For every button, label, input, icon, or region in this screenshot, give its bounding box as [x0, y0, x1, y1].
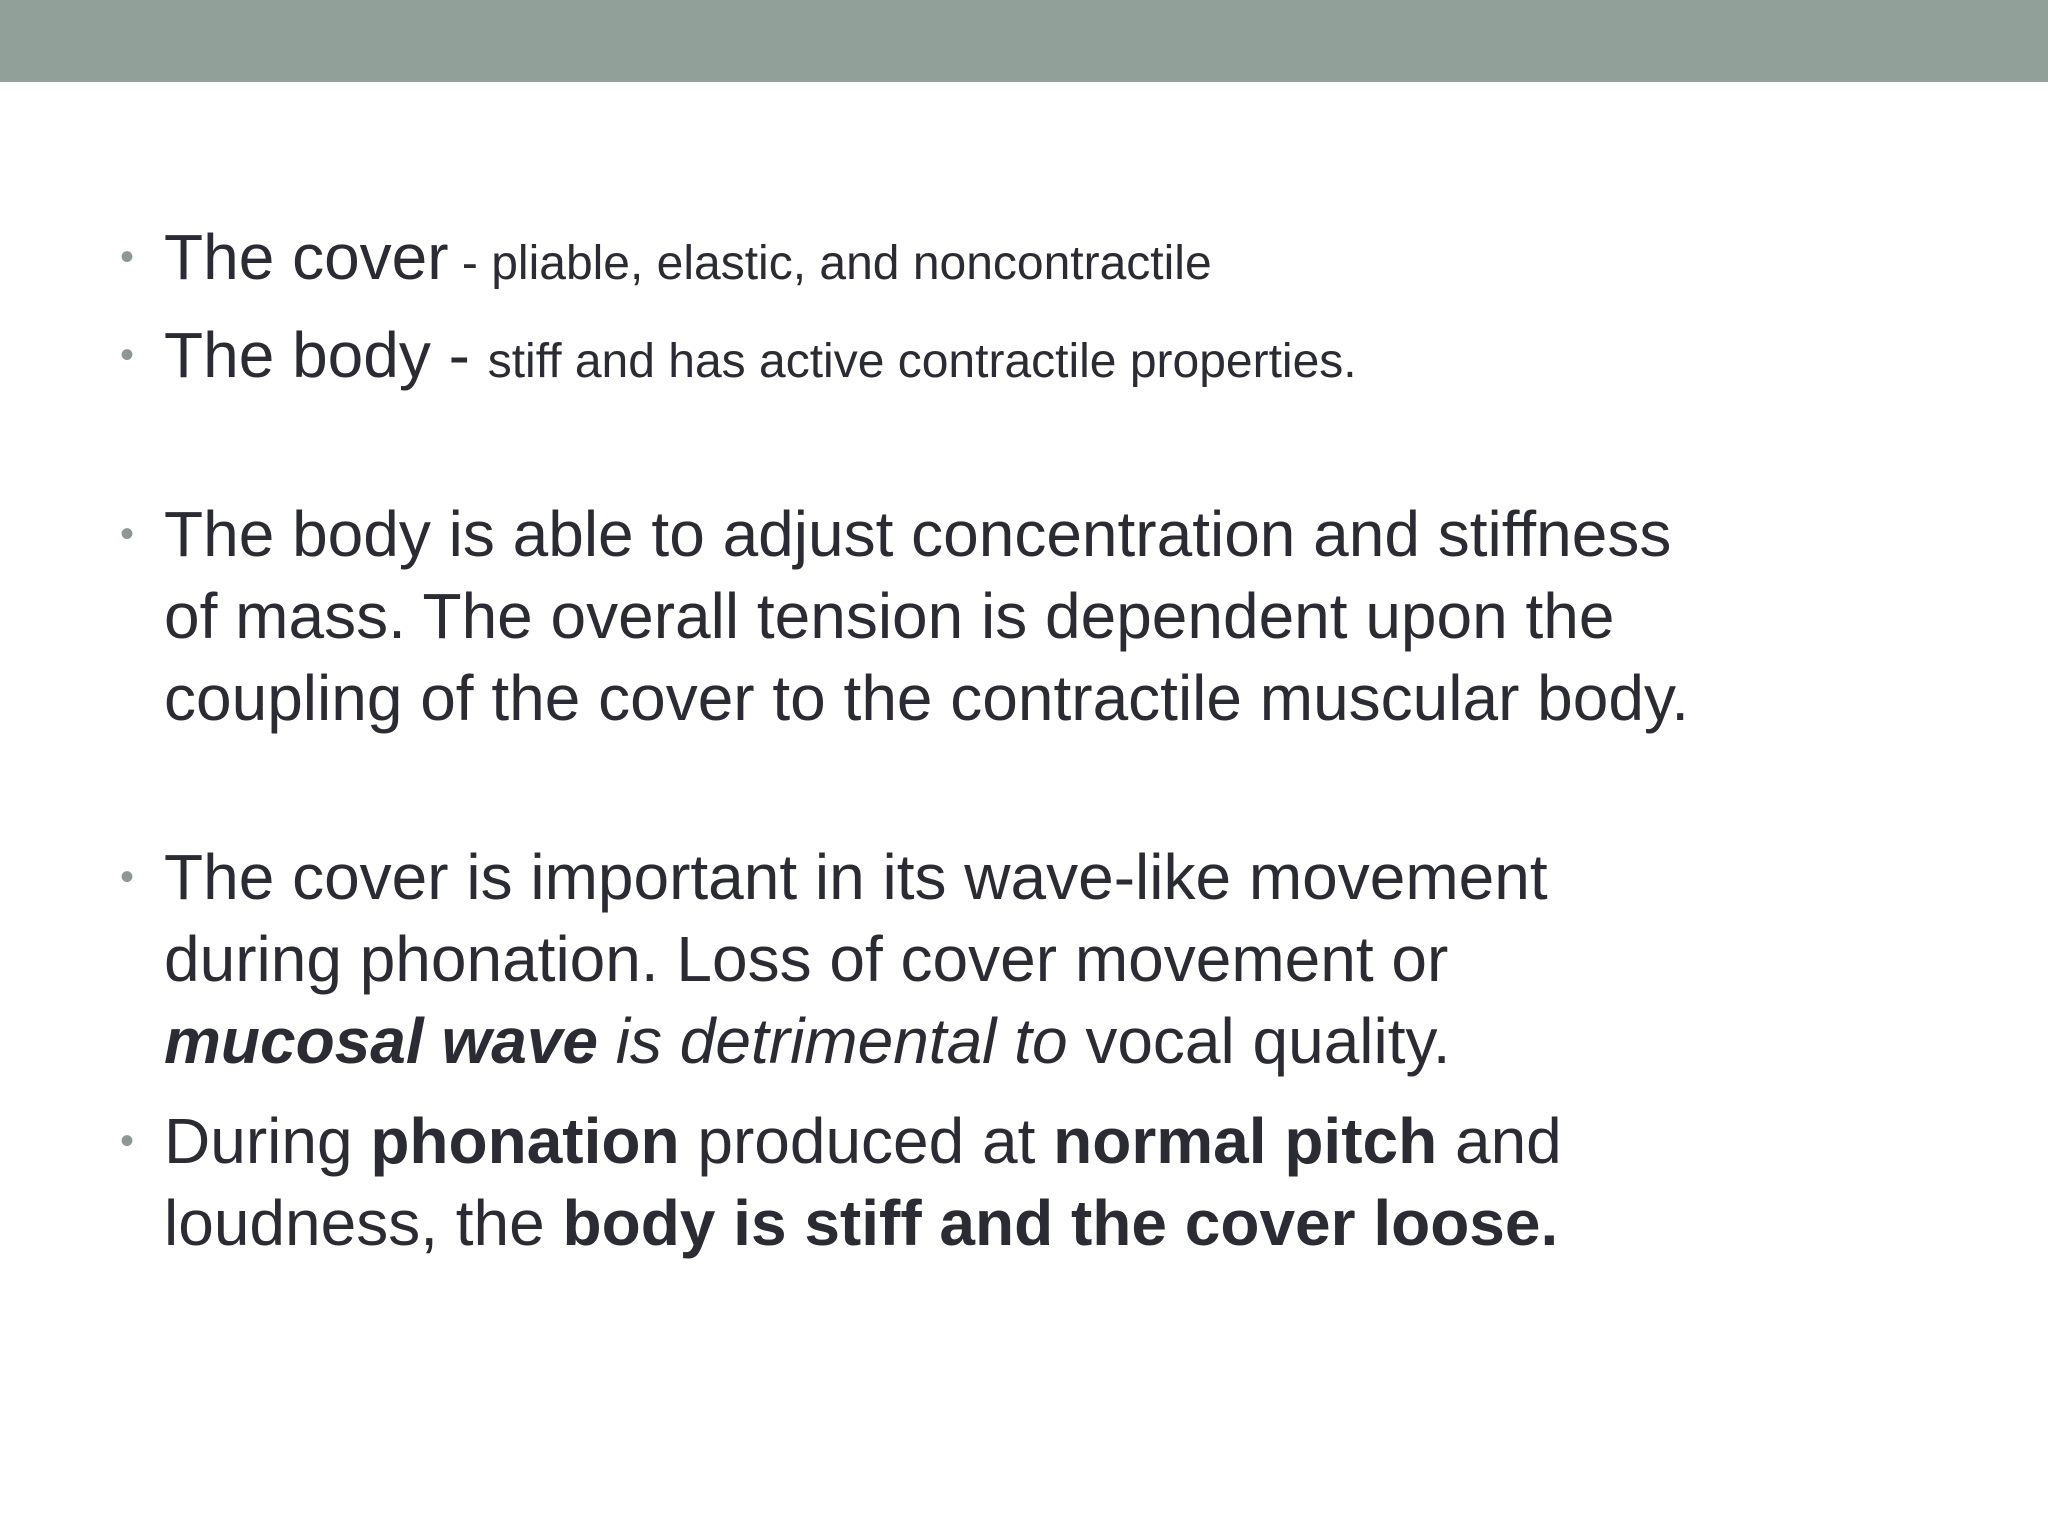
bullet-phonation [120, 1100, 1724, 1264]
bullet-dot: • [120, 1119, 135, 1163]
bullet-text: The body is able to adjust concentration and stiffness of mass. The overall tension is dependent upon the coupling of the cover to the contractile muscular body. [164, 498, 1689, 734]
bullet-dot: • [120, 855, 135, 899]
bullet-term-phonation: phonation [370, 1105, 680, 1177]
bullet-term-mucosal-wave: mucosal wave [164, 1005, 598, 1077]
bullet-text-end: vocal quality. [1067, 1005, 1451, 1077]
bullet-text: and loudness, the [164, 1105, 1562, 1259]
bullet-lead: The cover [164, 221, 449, 293]
bullet-dot: • [120, 333, 135, 377]
bullet-term-normal-pitch: normal pitch [1053, 1105, 1438, 1177]
top-band [0, 0, 2048, 82]
bullet-text: During [164, 1105, 371, 1177]
bullet-body-adjust [120, 493, 1724, 739]
bullet-detail: stiff and has active contractile properties. [487, 335, 1357, 388]
bullet-cover [120, 216, 1724, 305]
bullet-lead: The body - [164, 319, 488, 391]
bullet-text: The cover is important in its wave-like movement during phonation. Loss of cover movement or [164, 841, 1548, 995]
bullet-dot: • [120, 512, 135, 556]
bullet-text: produced at [679, 1105, 1054, 1177]
bullet-emphasis: is detrimental to [598, 1005, 1068, 1077]
bullet-body [120, 314, 1724, 403]
bullet-cover-wave [120, 836, 1724, 1082]
bullet-conclusion: body is stiff and the cover loose. [562, 1187, 1559, 1259]
bullet-dot: • [120, 235, 135, 279]
bullet-detail: - pliable, elastic, and noncontractile [448, 237, 1212, 290]
